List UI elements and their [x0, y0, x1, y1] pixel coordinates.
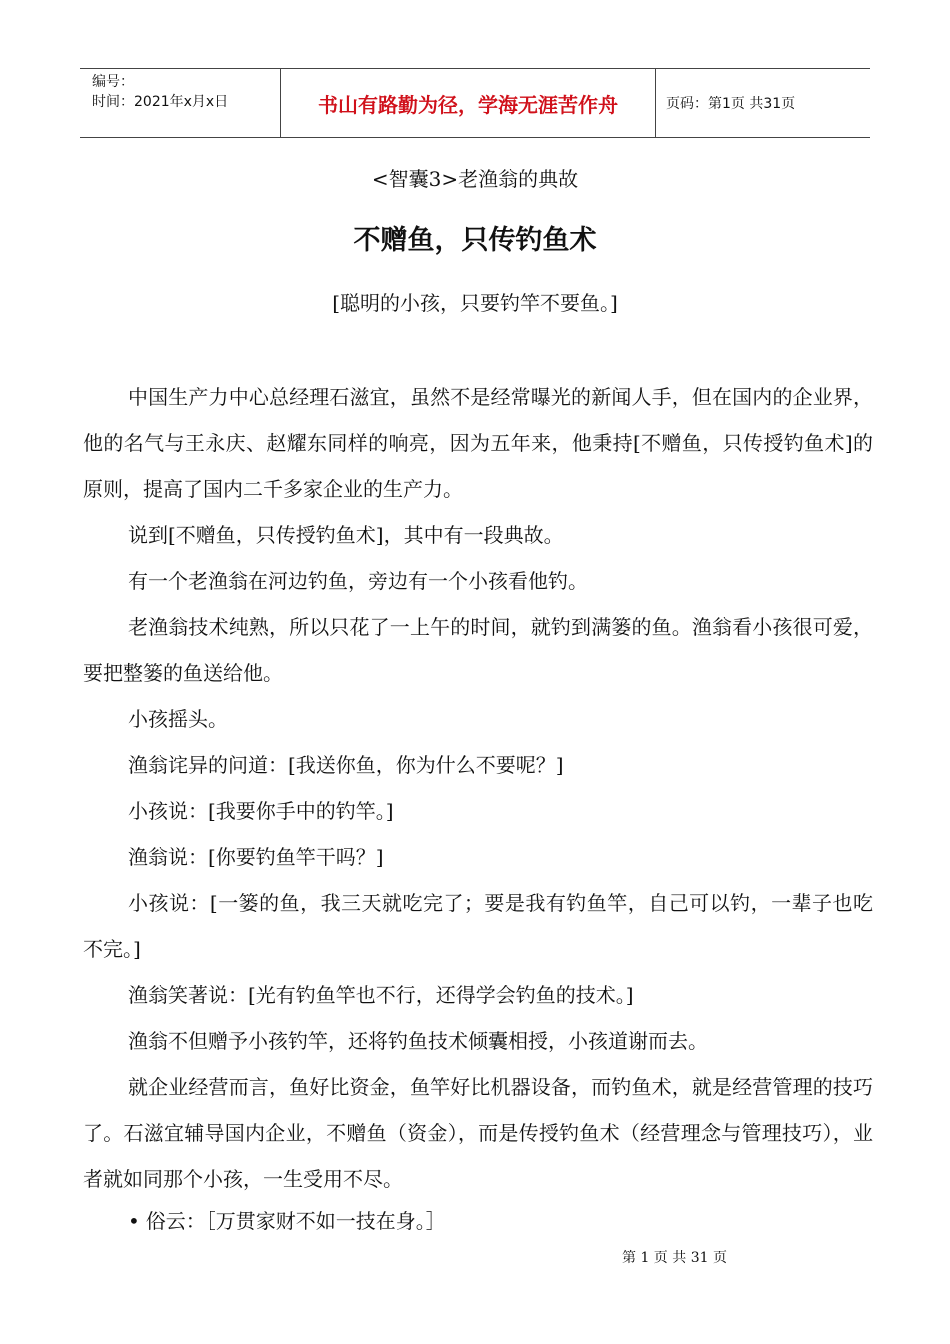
bullet-item	[128, 1205, 446, 1234]
paragraph: 中国生产力中心总经理石滋宜，虽然不是经常曝光的新闻人手，但在国内的企业界，他的名气与王永庆、赵耀东同样的响亮，因为五年来，他秉持[不赠鱼，只传授钓鱼术]的原则，提高了国内二千多家企业的生产力。	[83, 385, 873, 501]
paragraph: 老渔翁技术纯熟，所以只花了一上午的时间，就钓到满篓的鱼。渔翁看小孩很可爱，要把整篓的鱼送给他。	[83, 615, 873, 685]
paragraph: 小孩说：[我要你手中的钓竿。]	[128, 799, 394, 823]
document-subtitle: <智囊3>老渔翁的典故	[371, 167, 579, 191]
header-table	[80, 68, 870, 138]
paragraph: 有一个老渔翁在河边钓鱼，旁边有一个小孩看他钓。	[128, 569, 588, 593]
bullet-text: 俗云：［万贯家财不如一技在身。］	[145, 1209, 446, 1233]
document-title: 不赠鱼，只传钓鱼术	[353, 225, 597, 256]
paragraph: 渔翁诧异的问道：[我送你鱼，你为什么不要呢？]	[128, 753, 564, 777]
header-meta	[80, 69, 280, 137]
header-page-info: 页码：第1页 共31页	[666, 96, 796, 112]
paragraph: 渔翁笑著说：[光有钓鱼竿也不行，还得学会钓鱼的技术。]	[128, 983, 634, 1007]
paragraph: 小孩说：[一篓的鱼，我三天就吃完了；要是我有钓鱼竿，自己可以钓，一辈子也吃不完。]	[83, 891, 873, 961]
paragraph: 就企业经营而言，鱼好比资金，鱼竿好比机器设备，而钓鱼术，就是经营管理的技巧了。石滋宜辅导国内企业，不赠鱼（资金），而是传授钓鱼术（经营理念与管理技巧），业者就如同那个小孩，一生受用不尽。	[83, 1075, 873, 1191]
document-tagline: [聪明的小孩，只要钓竿不要鱼。]	[332, 291, 618, 315]
body-text	[83, 374, 873, 1202]
paragraph: 说到[不赠鱼，只传授钓鱼术]，其中有一段典故。	[128, 523, 564, 547]
time-label: 时间：2021年x月x日	[92, 94, 229, 110]
header-motto: 书山有路勤为径，学海无涯苦作舟	[280, 69, 656, 137]
bullet-icon: •	[128, 1209, 140, 1233]
paragraph: 渔翁说：[你要钓鱼竿干吗？]	[128, 845, 384, 869]
number-label: 编号：	[92, 74, 134, 90]
paragraph: 渔翁不但赠予小孩钓竿，还将钓鱼技术倾囊相授，小孩道谢而去。	[128, 1029, 708, 1053]
paragraph: 小孩摇头。	[128, 707, 228, 731]
page-footer: 第 1 页 共 31 页	[622, 1250, 727, 1266]
